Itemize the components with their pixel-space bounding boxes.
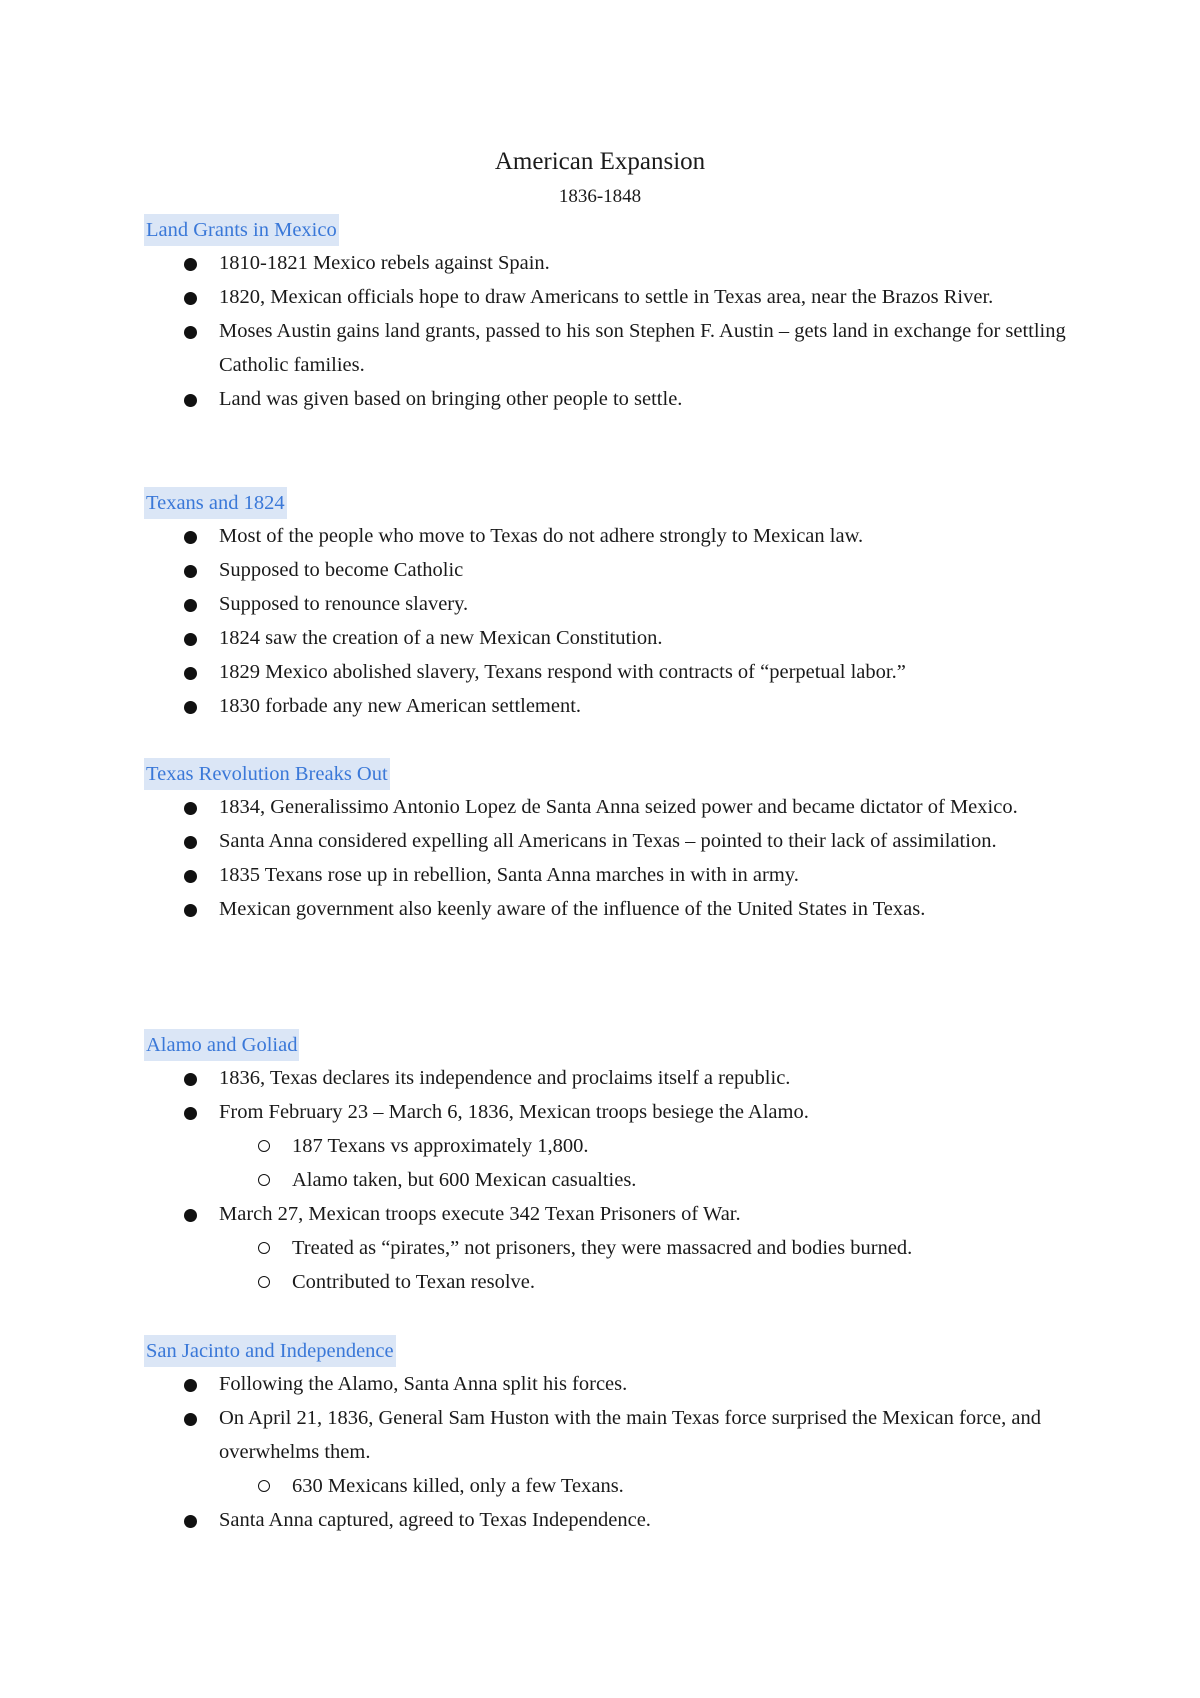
bullet-icon xyxy=(184,326,197,339)
list-item-text: Contributed to Texan resolve. xyxy=(292,1271,535,1293)
list-item-text: 630 Mexicans killed, only a few Texans. xyxy=(292,1475,624,1497)
list-item xyxy=(146,280,1066,314)
bullet-icon xyxy=(184,633,197,646)
circle-bullet-icon xyxy=(258,1480,270,1492)
bullet-icon xyxy=(184,1379,197,1392)
list-item xyxy=(146,858,1066,892)
bullet-icon xyxy=(184,1107,197,1120)
sub-list-item xyxy=(146,1469,1066,1503)
list-item-text: Santa Anna captured, agreed to Texas Independence. xyxy=(219,1509,651,1531)
bullet-list xyxy=(146,519,1066,723)
list-item-text: Following the Alamo, Santa Anna split his forces. xyxy=(219,1373,628,1395)
list-item xyxy=(146,824,1066,858)
list-item xyxy=(146,1401,1066,1469)
list-item-text: Alamo taken, but 600 Mexican casualties. xyxy=(292,1169,637,1191)
section-alamo-goliad xyxy=(146,1029,1066,1299)
section-texas-revolution xyxy=(146,758,1066,926)
list-item xyxy=(146,553,1066,587)
section-san-jacinto xyxy=(146,1335,1066,1537)
sub-list-item xyxy=(146,1231,1066,1265)
list-item-text: On April 21, 1836, General Sam Huston with the main Texas force surprised the Mexican force, and overwhelms them. xyxy=(219,1407,1041,1463)
list-item-text: Supposed to become Catholic xyxy=(219,559,464,581)
document-title: American Expansion xyxy=(494,148,706,175)
list-item-text: 1810-1821 Mexico rebels against Spain. xyxy=(219,252,550,274)
bullet-icon xyxy=(184,1413,197,1426)
bullet-list xyxy=(146,246,1066,416)
bullet-list xyxy=(146,1367,1066,1537)
bullet-icon xyxy=(184,1209,197,1222)
list-item-text: Supposed to renounce slavery. xyxy=(219,593,469,615)
bullet-icon xyxy=(184,904,197,917)
list-item xyxy=(146,246,1066,280)
list-item-text: 1835 Texans rose up in rebellion, Santa Anna marches in with in army. xyxy=(219,864,799,886)
sub-list-item xyxy=(146,1129,1066,1163)
bullet-list xyxy=(146,790,1066,926)
bullet-icon xyxy=(184,870,197,883)
bullet-icon xyxy=(184,1073,197,1086)
section-heading: Alamo and Goliad xyxy=(144,1029,299,1061)
list-item xyxy=(146,1503,1066,1537)
list-item-text: From February 23 – March 6, 1836, Mexican troops besiege the Alamo. xyxy=(219,1101,809,1123)
bullet-icon xyxy=(184,836,197,849)
list-item-text: 1834, Generalissimo Antonio Lopez de Santa Anna seized power and became dictator of Mexico. xyxy=(219,796,1018,818)
sub-list-item xyxy=(146,1265,1066,1299)
list-item xyxy=(146,1197,1066,1231)
circle-bullet-icon xyxy=(258,1242,270,1254)
bullet-icon xyxy=(184,258,197,271)
list-item xyxy=(146,655,1066,689)
list-item xyxy=(146,892,1066,926)
bullet-icon xyxy=(184,701,197,714)
bullet-icon xyxy=(184,599,197,612)
list-item-text: Land was given based on bringing other people to settle. xyxy=(219,388,683,410)
list-item xyxy=(146,1367,1066,1401)
list-item xyxy=(146,790,1066,824)
list-item-text: Most of the people who move to Texas do not adhere strongly to Mexican law. xyxy=(219,525,864,547)
list-item-text: 1820, Mexican officials hope to draw Americans to settle in Texas area, near the Brazos River. xyxy=(219,286,994,308)
list-item-text: March 27, Mexican troops execute 342 Texan Prisoners of War. xyxy=(219,1203,741,1225)
list-item-text: Mexican government also keenly aware of the influence of the United States in Texas. xyxy=(219,898,926,920)
bullet-list xyxy=(146,1061,1066,1299)
section-heading: Texans and 1824 xyxy=(144,487,287,519)
bullet-icon xyxy=(184,531,197,544)
list-item-text: Moses Austin gains land grants, passed to his son Stephen F. Austin – gets land in exchange for settling Catholic families. xyxy=(219,320,1066,376)
bullet-icon xyxy=(184,565,197,578)
list-item xyxy=(146,314,1066,382)
section-texans-1824 xyxy=(146,487,1066,723)
list-item xyxy=(146,689,1066,723)
document-subtitle: 1836-1848 xyxy=(558,186,642,207)
list-item-text: 1824 saw the creation of a new Mexican Constitution. xyxy=(219,627,663,649)
circle-bullet-icon xyxy=(258,1140,270,1152)
list-item-text: 1830 forbade any new American settlement. xyxy=(219,695,582,717)
list-item xyxy=(146,1061,1066,1095)
bullet-icon xyxy=(184,1515,197,1528)
bullet-icon xyxy=(184,394,197,407)
list-item-text: 1829 Mexico abolished slavery, Texans respond with contracts of “perpetual labor.” xyxy=(219,661,906,683)
bullet-icon xyxy=(184,802,197,815)
list-item xyxy=(146,382,1066,416)
bullet-icon xyxy=(184,667,197,680)
list-item-text: Treated as “pirates,” not prisoners, they were massacred and bodies burned. xyxy=(292,1237,913,1259)
circle-bullet-icon xyxy=(258,1174,270,1186)
circle-bullet-icon xyxy=(258,1276,270,1288)
list-item xyxy=(146,587,1066,621)
list-item xyxy=(146,519,1066,553)
list-item-text: 187 Texans vs approximately 1,800. xyxy=(292,1135,589,1157)
bullet-icon xyxy=(184,292,197,305)
list-item xyxy=(146,621,1066,655)
list-item-text: Santa Anna considered expelling all Americans in Texas – pointed to their lack of assimilation. xyxy=(219,830,997,852)
section-heading: Land Grants in Mexico xyxy=(144,214,339,246)
sub-list-item xyxy=(146,1163,1066,1197)
list-item xyxy=(146,1095,1066,1129)
section-land-grants xyxy=(146,214,1066,416)
section-heading: San Jacinto and Independence xyxy=(144,1335,396,1367)
list-item-text: 1836, Texas declares its independence and proclaims itself a republic. xyxy=(219,1067,791,1089)
section-heading: Texas Revolution Breaks Out xyxy=(144,758,390,790)
